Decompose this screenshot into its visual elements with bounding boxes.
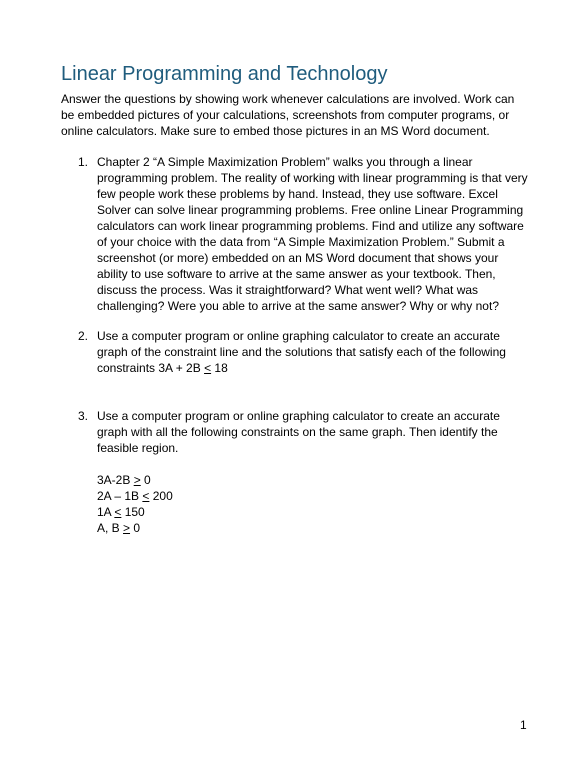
- less-equal-symbol: <: [204, 361, 212, 375]
- question-line: of your choice with the data from “A Simple Maximization Problem.” Submit a: [97, 235, 505, 249]
- greater-equal-symbol: >: [133, 473, 141, 487]
- question-line: graph with all the following constraints on the same graph. Then identify the: [97, 425, 498, 439]
- constraint-value: 18: [211, 361, 228, 375]
- question-line: programming problem. The reality of working with linear programming is that very: [97, 171, 528, 185]
- question-number: 3.: [78, 409, 89, 423]
- less-equal-symbol: <: [114, 505, 122, 519]
- question-line: ability to use software to arrive at the same answer as your textbook. Then,: [97, 267, 496, 281]
- constraint-rhs: 200: [149, 489, 173, 503]
- question-body: [97, 328, 537, 376]
- constraint-rhs: 0: [130, 521, 141, 535]
- question-line: Use a computer program or online graphing calculator to create an accurate: [97, 409, 500, 423]
- question-line: Solver can solve linear programming problems. Free online Linear Programming: [97, 203, 524, 217]
- constraint-lhs: 2A – 1B: [97, 489, 143, 503]
- question-3: [78, 408, 538, 536]
- question-line: feasible region.: [97, 441, 179, 455]
- constraint-list: [97, 472, 537, 536]
- greater-equal-symbol: >: [123, 521, 131, 535]
- constraint-line: [97, 472, 537, 488]
- intro-line: online calculators. Make sure to embed those pictures in an MS Word document.: [61, 124, 490, 138]
- question-body: [97, 408, 537, 536]
- question-line: calculators can work linear programming problems. Find and utilize any software: [97, 219, 524, 233]
- question-1: [78, 154, 538, 314]
- constraint-lhs: 1A: [97, 505, 115, 519]
- question-line: discuss the process. Was it straightforward? What went well? What was: [97, 283, 479, 297]
- question-body: [97, 154, 537, 314]
- question-line: Use a computer program or online graphing calculator to create an accurate: [97, 329, 500, 343]
- question-line: graph of the constraint line and the solutions that satisfy each of the following: [97, 345, 506, 359]
- constraint-rhs: 0: [140, 473, 151, 487]
- constraint-line: [97, 504, 537, 520]
- question-line: few people work these problems by hand. Instead, they use software. Excel: [97, 187, 498, 201]
- question-line: challenging? Were you able to arrive at the same answer? Why or why not?: [97, 299, 499, 313]
- question-number: 2.: [78, 329, 89, 343]
- constraint-rhs: 150: [121, 505, 145, 519]
- intro-paragraph: [61, 91, 531, 139]
- question-number: 1.: [78, 155, 89, 169]
- constraint-text: constraints 3A + 2B: [97, 361, 205, 375]
- intro-line: Answer the questions by showing work whenever calculations are involved. Work can: [61, 92, 515, 106]
- page-number: 1: [520, 718, 527, 732]
- question-line: screenshot (or more) embedded on an MS Word document that shows your: [97, 251, 499, 265]
- document-title: Linear Programming and Technology: [61, 63, 388, 85]
- constraint-line: [97, 360, 537, 376]
- constraint-line: [97, 488, 537, 504]
- question-2: [78, 328, 538, 376]
- less-equal-symbol: <: [142, 489, 150, 503]
- question-line: Chapter 2 “A Simple Maximization Problem” walks you through a linear: [97, 155, 473, 169]
- intro-line: be embedded pictures of your calculations, screenshots from computer programs, or: [61, 108, 510, 122]
- constraint-line: [97, 520, 537, 536]
- constraint-lhs: 3A-2B: [97, 473, 134, 487]
- constraint-lhs: A, B: [97, 521, 124, 535]
